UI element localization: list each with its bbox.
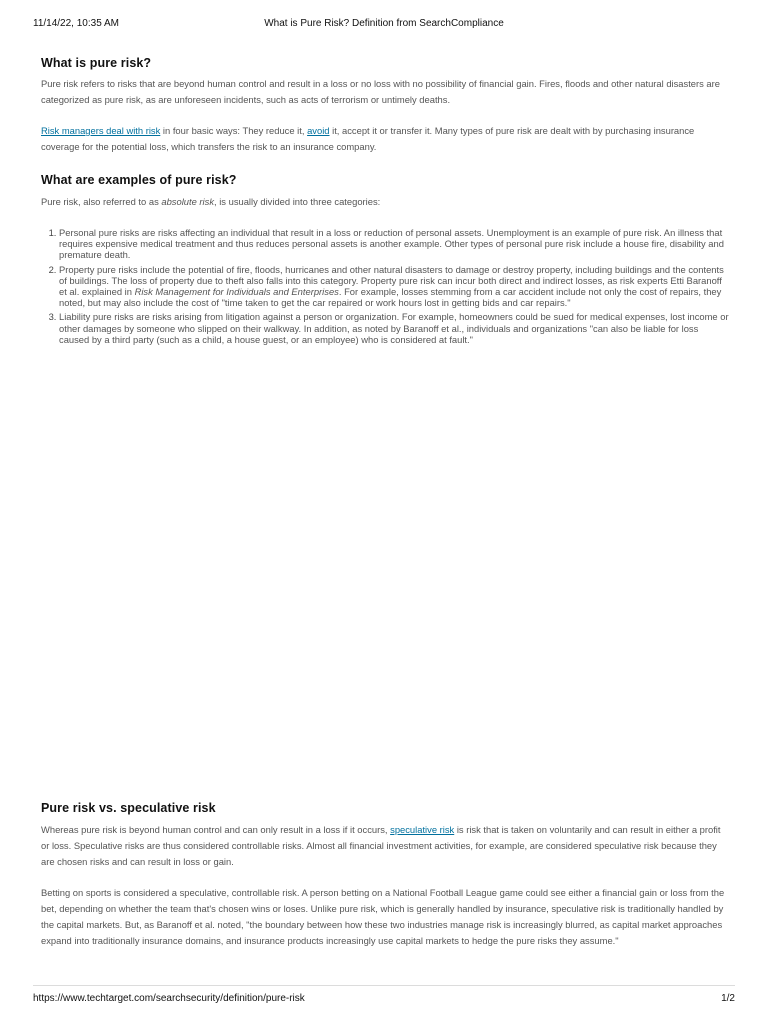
paragraph-sports-betting-text: Betting on sports is considered a speculative, controllable risk. A person betting on a National Football League game could see either a financial gain or loss from the bet, depending on whether the team that's chosen wins or loses. Unlike pure risk, which is generally handled by insurance, speculative risk is traditionally handled by the capital markets. But, as Baranoff et al. noted, "the boundary between how these two industries manage risk is increasingly blurred, as capital market approaches expand into traditionally insurance domains, and insurance products increasingly use capital markets to hedge the pure risks they assume." [41, 887, 725, 946]
list-item-property-risk [59, 264, 731, 309]
paragraph-speculative-definition [41, 822, 731, 870]
text-fragment: it, accept it or transfer it. Many types of pure risk are dealt with by purchasing insurance coverage for the potential loss, which transfers the risk to an insurance company. [41, 125, 695, 152]
text-fragment: Whereas pure risk is beyond human control and can only result in a loss if it occurs, [41, 824, 391, 835]
paragraph-examples-intro-text [41, 194, 731, 210]
paragraph-risk-management-text [41, 123, 731, 155]
list-item-personal-risk: 1. Personal pure risks are risks affecting an individual that result in a loss or reduction of personal assets. Unemployment is an example of pure risk. An illness that requires expensive medical treatment and thus reduces personal assets is another example. Other types of personal pure risk include a house fire, disability and premature death. [59, 227, 731, 261]
paragraph-speculative-definition-text [41, 822, 731, 870]
emphasis-absolute-risk: absolute risk [161, 196, 215, 207]
text-fragment: . For example, losses stemming from a car accident include not only the cost of repairs, they noted, but may also include the cost of "time taken to get the car repaired or work hours lost in getting bids and car repairs." [59, 286, 722, 309]
list-item-liability-risk: 3. Liability pure risks are risks arising from litigation against a person or organization. For example, homeowners could be sued for medical expenses, lost income or other damages by someone who slipped on their walkway. In addition, as noted by Baranoff et al., individuals and organizations "can also be liable for loss caused by a third party (such as a child, a house guest, or an employee) who is considered at fault." [59, 311, 731, 345]
heading-pure-vs-speculative: Pure risk vs. speculative risk [41, 801, 216, 815]
text-fragment: Pure risk, also referred to as [41, 196, 162, 207]
heading-examples-of-pure-risk: What are examples of pure risk? [41, 173, 237, 187]
paragraph-examples-intro [41, 194, 731, 210]
paragraph-risk-management [41, 123, 731, 155]
print-url: https://www.techtarget.com/searchsecurity/definition/pure-risk [33, 993, 305, 1004]
text-fragment: , is usually divided into three categories: [214, 196, 381, 207]
text-fragment: is risk that is taken on voluntarily and can result in either a profit or loss. Speculative risks are thus considered controllable risks. Almost all financial investment activities, for example, are considered speculative risk because they are chosen risks and can result in loss or gain. [41, 824, 721, 867]
link-speculative-risk[interactable]: speculative risk [390, 824, 455, 835]
ordered-list [41, 227, 731, 345]
section-pure-vs-speculative [41, 801, 731, 815]
section-what-is-pure-risk [41, 56, 731, 70]
paragraph-definition [41, 76, 731, 108]
link-avoid[interactable]: avoid [307, 125, 330, 136]
emphasis-book-title: Risk Management for Individuals and Enterprises [134, 286, 339, 298]
paragraph-sports-betting [41, 885, 731, 949]
link-risk-managers-deal-with-risk[interactable]: Risk managers deal with risk [41, 125, 161, 136]
paragraph-definition-text: Pure risk refers to risks that are beyond human control and result in a loss or no loss with no possibility of financial gain. Fires, floods and other natural disasters are categorized as pure risk, as are unforeseen incidents, such as acts of terrorism or untimely deaths. [41, 78, 720, 105]
text-fragment: in four basic ways: They reduce it, [160, 125, 308, 136]
print-header [0, 18, 768, 32]
page-number: 1/2 [721, 993, 735, 1004]
text-fragment: Property pure risks include the potential of fire, floods, hurricanes and other natural disasters to damage or destroy property, including buildings and the contents of buildings. The loss of property due to theft also falls into this category. Property pure risk can incur both direct and indirect losses, as risk experts Etti Baranoff et al. explained in [59, 263, 724, 298]
risk-categories-list [41, 227, 731, 348]
footer-divider [33, 985, 735, 986]
heading-what-is-pure-risk: What is pure risk? [41, 56, 152, 70]
print-page-title: What is Pure Risk? Definition from SearchCompliance [264, 18, 504, 29]
print-date: 11/14/22, 10:35 AM [33, 18, 119, 29]
section-examples [41, 173, 731, 187]
